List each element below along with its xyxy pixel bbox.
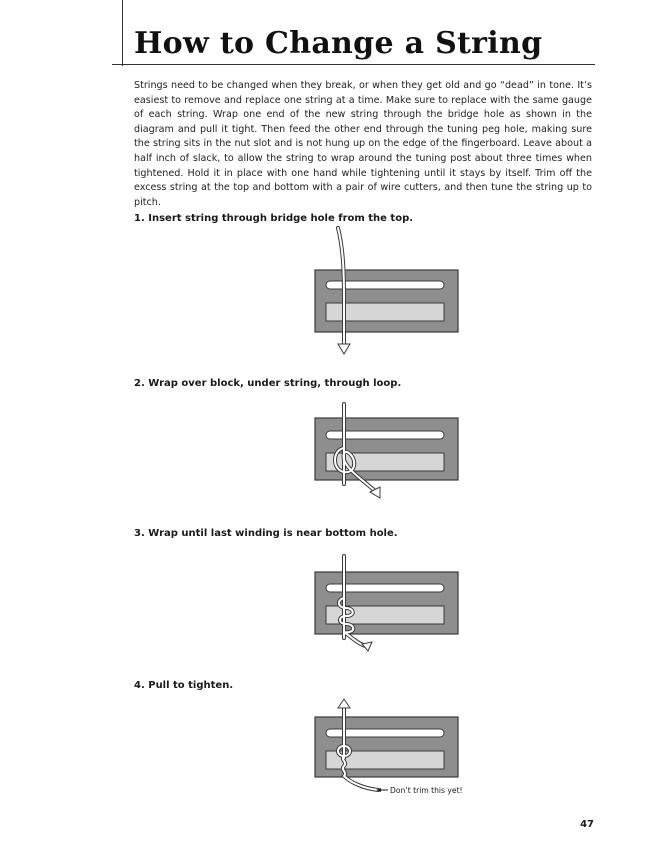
step-3-diagram — [314, 556, 464, 656]
page-number: 47 — [580, 819, 594, 830]
step-2-caption: 2. Wrap over block, under string, through loop. — [134, 378, 402, 389]
arrow-icon — [362, 642, 372, 651]
bridge-block — [315, 572, 458, 634]
intro-paragraph: Strings need to be changed when they break, or when they get old and go “dead” in tone. It’s easiest to remove and replace one string at a time. Make sure to replace with the same gauge of each string. Wrap one end of the new string through the bridge hole as shown in the diagram and pull it tight. Then feed the other end through the tuning peg hole, making sure the string sits in the nut slot and is not hung up on the edge of the fingerboard. Leave about a half inch of slack, to allow the string to wrap around the tuning post about three times when tightened. Hold it in place with one hand while tightening until it stays by itself. Trim off the excess string at the top and bottom with a pair of wire cutters, and then tune the string up to pitch. — [134, 80, 592, 208]
page-title: How to Change a String — [134, 26, 543, 61]
step-1-caption: 1. Insert string through bridge hole from the top. — [134, 213, 414, 224]
bridge-block — [315, 270, 458, 332]
step-2-diagram — [314, 404, 464, 504]
step-1-diagram — [314, 228, 464, 358]
callout-text: Don’t trim this yet! — [390, 786, 463, 795]
title-rule — [112, 64, 595, 65]
margin-rule-vertical — [122, 0, 123, 66]
step-4-diagram — [314, 698, 514, 800]
arrow-up-icon — [338, 699, 350, 708]
arrow-down-icon — [338, 344, 350, 354]
step-4-caption: 4. Pull to tighten. — [134, 680, 234, 691]
step-3-caption: 3. Wrap until last winding is near bottom hole. — [134, 528, 398, 539]
